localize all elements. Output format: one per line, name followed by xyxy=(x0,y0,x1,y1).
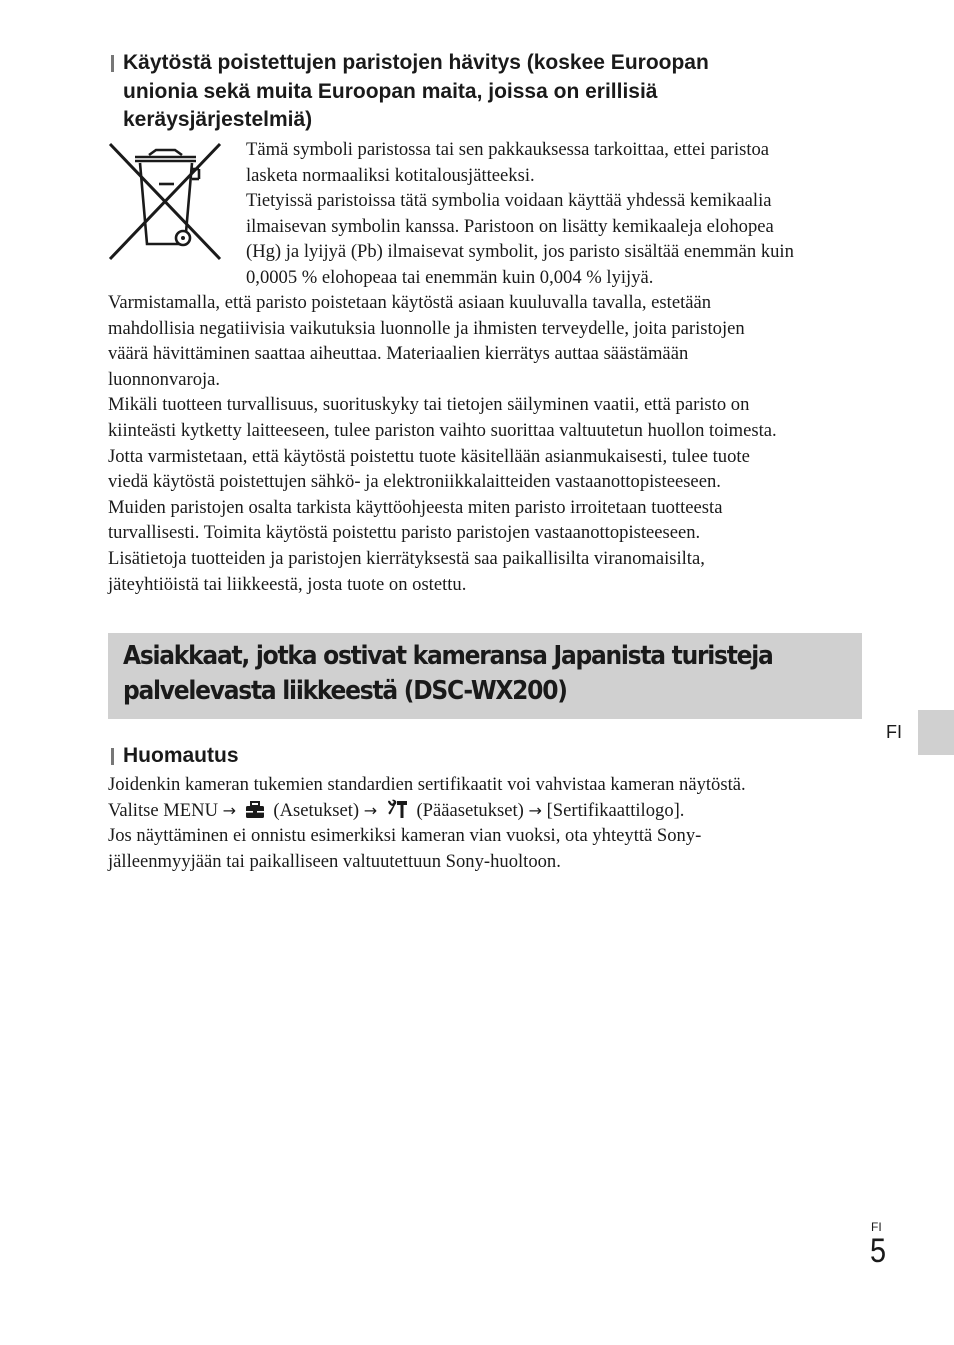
language-side-tab xyxy=(918,710,954,755)
text-line: Jotta varmistetaan, että käytöstä poistettu tuote käsitellään asianmukaisesti, tulee tuote xyxy=(108,445,750,467)
text-line: lasketa normaaliksi kotitalousjätteeksi. xyxy=(246,164,535,186)
crossed-out-wheelie-bin-icon xyxy=(108,141,222,262)
text-line: Tämä symboli paristossa tai sen pakkauksessa tarkoittaa, ettei paristoa xyxy=(246,139,770,160)
text-line: Jos näyttäminen ei onnistu esimerkiksi kameran vian vuoksi, ota yhteyttä Sony- xyxy=(108,825,702,847)
heading-line: keräysjärjestelmiä) xyxy=(123,108,313,131)
heading-marker xyxy=(111,55,114,72)
symbol-description xyxy=(246,137,866,291)
settings-label: (Asetukset) xyxy=(273,799,360,821)
chapter-banner xyxy=(108,633,862,719)
note-text xyxy=(108,772,868,874)
text-line: luonnonvaroja. xyxy=(108,368,221,390)
text-line: Tietyissä paristoissa tätä symbolia voidaan käyttää yhdessä kemikaalia xyxy=(246,190,772,212)
note-heading-text: Huomautus xyxy=(123,744,239,767)
menu-path-line xyxy=(108,798,868,824)
text-line: väärä hävittäminen saattaa aiheuttaa. Materiaalien kierrätys auttaa säästämään xyxy=(108,343,689,365)
text-line: jälleenmyyjään tai paikalliseen valtuutettuun Sony-huoltoon. xyxy=(108,850,561,872)
page-number: 5 xyxy=(870,1232,887,1270)
heading-marker xyxy=(111,748,114,765)
text-line: viedä käytöstä poistettujen sähkö- ja elektroniikkalaitteiden vastaanottopisteeseen. xyxy=(108,471,721,493)
text-line: mahdollisia negatiivisia vaikutuksia luonnolle ja ihmisten terveydelle, joita paristojen xyxy=(108,317,745,339)
arrow-right-icon: → xyxy=(222,800,237,820)
language-side-label: FI xyxy=(886,722,902,742)
text-line: turvallisesti. Toimita käytöstä poistettu paristo paristojen vastaanottopisteeseen. xyxy=(108,522,701,544)
chapter-title xyxy=(123,639,780,709)
text-line: 0,0005 % elohopeaa tai enemmän kuin 0,004 % lyijyä. xyxy=(246,266,654,288)
arrow-right-icon: → xyxy=(528,800,542,820)
text-line: Muiden paristojen osalta tarkista käyttöohjeesta miten paristo irroitetaan tuotteesta xyxy=(108,496,723,518)
text-line: Joidenkin kameran tukemien standardien sertifikaatit voi vahvistaa kameran näytöstä. xyxy=(108,774,746,795)
menu-target: [Sertifikaattilogo]. xyxy=(546,799,685,821)
toolbox-icon xyxy=(245,801,265,819)
text-line: jäteyhtiöistä tai liikkeestä, josta tuote on ostettu. xyxy=(108,573,467,595)
page-language-code: FI xyxy=(871,1220,882,1234)
text-line: Lisätietoja tuotteiden ja paristojen kierrätyksestä saa paikallisilta viranomaisilta, xyxy=(108,547,705,569)
wrench-tools-icon xyxy=(386,799,408,819)
disposal-body-text xyxy=(108,290,868,597)
menu-prefix: Valitse MENU xyxy=(108,799,219,821)
text-line: (Hg) ja lyijyä (Pb) ilmaisevat symbolit, jos paristo sisältää enemmän kuin xyxy=(246,241,794,263)
main-settings-label: (Pääasetukset) xyxy=(416,799,524,821)
chapter-title-line: Asiakkaat, jotka ostivat kameransa Japanista turisteja xyxy=(123,641,773,671)
arrow-right-icon: → xyxy=(363,800,378,820)
heading-line: unionia sekä muita Euroopan maita, joissa on erillisiä xyxy=(123,79,658,103)
battery-disposal-heading xyxy=(108,49,868,135)
text-line: ilmaisevan symbolin kanssa. Paristoon on lisätty kemikaaleja elohopea xyxy=(246,215,774,237)
heading-line: Käytöstä poistettujen paristojen hävitys (koskee Euroopan xyxy=(123,51,709,74)
text-line: Varmistamalla, että paristo poistetaan käytöstä asiaan kuuluvalla tavalla, estetään xyxy=(108,292,712,313)
note-heading xyxy=(108,742,868,771)
chapter-title-line: palvelevasta liikkeestä (DSC-WX200) xyxy=(123,676,567,706)
text-line: kiinteästi kytketty laitteeseen, tulee pariston vaihto suorittaa valtuutetun huollon toimesta. xyxy=(108,419,777,441)
text-line: Mikäli tuotteen turvallisuus, suorituskyky tai tietojen säilyminen vaatii, että paristo on xyxy=(108,394,750,416)
